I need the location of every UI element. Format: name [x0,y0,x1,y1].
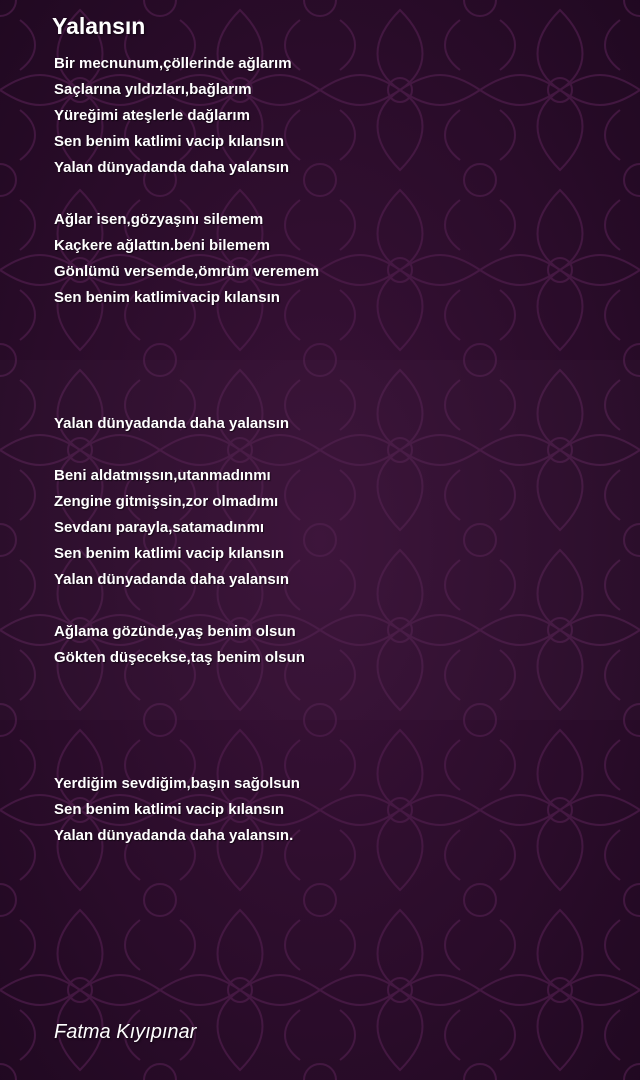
poem-line: Yalan dünyadanda daha yalansın [54,159,290,176]
poem-line: Ağlar isen,gözyaşını silemem [54,211,264,228]
poem-line: Yalan dünyadanda daha yalansın [54,415,290,432]
poem-line: Gökten düşecekse,taş benim olsun [54,649,305,666]
poem-line: Sen benim katlimi vacip kılansın [54,801,285,818]
poem-line: Yalan dünyadanda daha yalansın [54,571,290,588]
poem-line: Beni aldatmışsın,utanmadınmı [54,467,271,484]
poem-line: Sen benim katlimi vacip kılansın [54,133,285,150]
poem-author: Fatma Kıyıpınar [54,1021,197,1043]
poem-line: Ağlama gözünde,yaş benim olsun [54,623,296,640]
poem-line: Gönlümü versemde,ömrüm veremem [54,263,320,280]
poem-line: Saçlarına yıldızları,bağlarım [54,81,252,98]
poem-line: Yerdiğim sevdiğim,başın sağolsun [54,775,300,792]
poem-line: Sen benim katlimi vacip kılansın [54,545,285,562]
poem-line: Bir mecnunum,çöllerinde ağlarım [54,55,292,72]
poem-line: Sen benim katlimivacip kılansın [54,289,280,306]
poem-line: Zengine gitmişsin,zor olmadımı [54,493,279,510]
poem-line: Yalan dünyadanda daha yalansın. [54,827,294,844]
poem-line: Yüreğimi ateşlerle dağlarım [54,107,250,124]
poem-title: Yalansın [52,13,146,39]
poem-line: Sevdanı parayla,satamadınmı [54,519,265,536]
poem-line: Kaçkere ağlattın.beni bilemem [54,237,270,254]
